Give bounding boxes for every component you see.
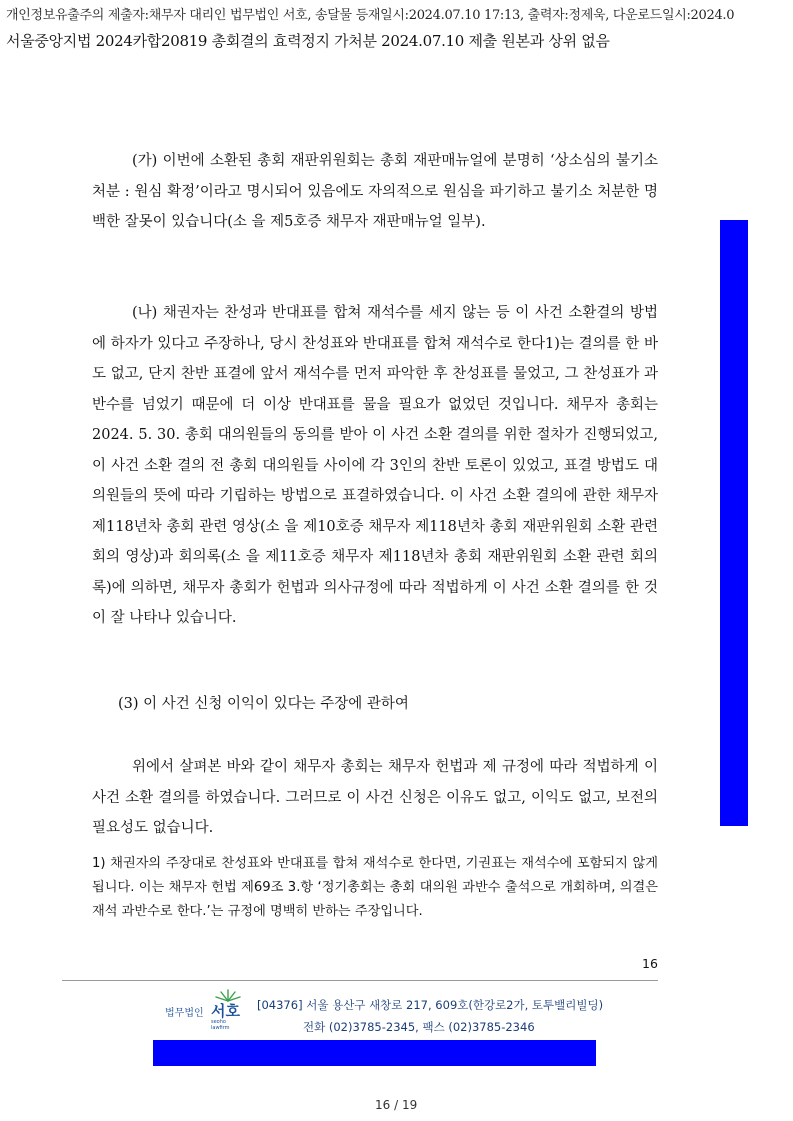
logo-prefix: 법무법인 [165, 1008, 204, 1019]
law-firm-logo [165, 990, 243, 1031]
section-heading-3: (3) 이 사건 신청 이익이 있다는 주장에 관하여 [118, 696, 409, 712]
footnote-1: 1) 채권자의 주장대로 찬성표와 반대표를 합쳐 재석수로 한다면, 기권표는 재석수에 포함되지 않게 됩니다. 이는 채무자 헌법 제69조 3.항 ‘정기총회는 총회 대의원 과반수 출석으로 개회하며, 의결은 재석 과반수로 한다.’는 규정에 명백히 반하는 주장입니다. [92, 856, 658, 919]
logo-name: 서호 [211, 1002, 240, 1020]
logo-subtitle: seoho lawfirm [211, 1019, 230, 1031]
side-blue-bar [720, 220, 748, 826]
paragraph-na: (나) 채권자는 찬성과 반대표를 합쳐 재석수를 세지 않는 등 이 사건 소환결의 방법에 하자가 있다고 주장하나, 당시 찬성표와 반대표를 합쳐 재석수로 한다1)는 결의를 한 바도 없고, 단지 찬반 표결에 앞서 재석수를 먼저 파악한 후 찬성표를 물었고, 그 찬성표가 과반수를 넘었기 때문에 더 이상 반대표를 물을 필요가 없었던 것입니다. 채무자 총회는 2024. 5. 30. 총회 대의원들의 동의를 받아 이 사건 소환 결의를 위한 절차가 진행되었고, 이 사건 소환 결의 전 총회 대의원들 사이에 각 3인의 찬반 토론이 있었고, 표결 방법도 대의원들의 뜻에 따라 기립하는 방법으로 표결하였습니다. 이 사건 소환 결의에 관한 채무자 제118년차 총회 관련 영상(소 을 제10호증 채무자 제118년차 총회 재판위원회 소환 관련 회의 영상)과 회의록(소 을 제11호증 채무자 제118년차 총회 재판위원회 소환 관련 회의록)에 의하면, 채무자 총회가 헌법과 의사규정에 따라 적법하게 이 사건 소환 결의를 한 것이 잘 나타나 있습니다. [92, 305, 658, 626]
pdf-page-indicator: 16 / 19 [375, 1098, 418, 1112]
footer-divider [62, 980, 658, 981]
header-print-info: 개인정보유출주의 제출자:채무자 대리인 법무법인 서호, 송달물 등재일시:2024.07.10 17:13, 출력자:정제욱, 다운로드일시:2024.0 [6, 8, 735, 23]
paragraph-conclusion: 위에서 살펴본 바와 같이 채무자 총회는 채무자 헌법과 제 규정에 따라 적법하게 이 사건 소환 결의를 하였습니다. 그러므로 이 사건 신청은 이유도 없고, 이익도 없고, 보전의 필요성도 없습니다. [92, 759, 658, 836]
footer-contact: 전화 (02)3785-2345, 팩스 (02)3785-2346 [303, 1020, 535, 1034]
header-case-info: 서울중앙지법 2024카합20819 총회결의 효력정지 가처분 2024.07.10 제출 원본과 상위 없음 [6, 32, 610, 50]
page-number: 16 [642, 956, 658, 971]
footer-blue-bar [153, 1040, 596, 1066]
paragraph-ga: (가) 이번에 소환된 총회 재판위원회는 총회 재판매뉴얼에 분명히 ‘상소심의 불기소 처분 : 원심 확정’이라고 명시되어 있음에도 자의적으로 원심을 파기하고 불기소 처분한 명백한 잘못이 있습니다(소 을 제5호증 채무자 재판매뉴얼 일부). [92, 153, 658, 230]
footer-address: [04376] 서울 용산구 새창로 217, 609호(한강로2가, 토투밸리빌딩) [257, 998, 604, 1012]
